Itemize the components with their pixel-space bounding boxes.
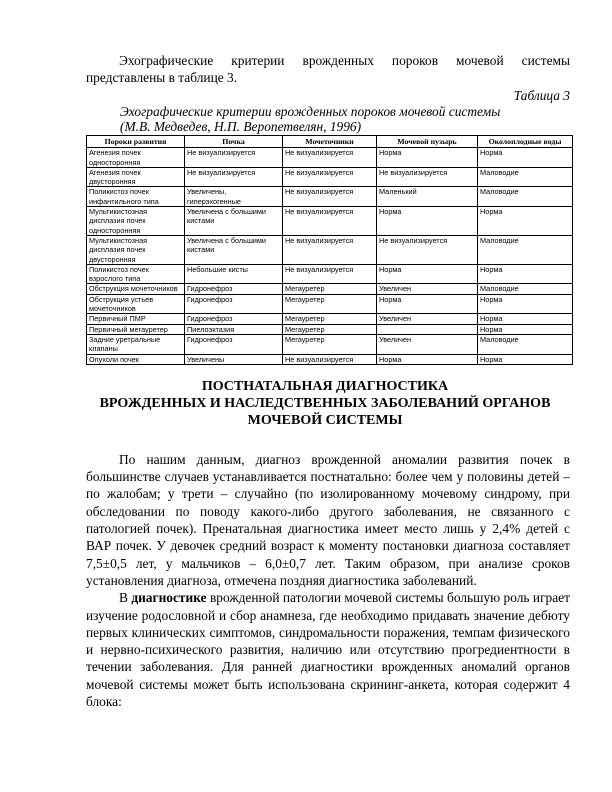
table-row	[87, 284, 573, 294]
table-cell: Мегауретер	[283, 314, 377, 324]
table-cell: Увеличен	[377, 334, 478, 354]
table-cell: Норма	[377, 207, 478, 236]
table-cell: Первичный мегауретер	[87, 324, 185, 334]
table-cell: Норма	[377, 294, 478, 314]
table-cell: Не визуализируется	[283, 167, 377, 187]
table-cell: Не визуализируется	[377, 167, 478, 187]
table-cell: Мегауретер	[283, 294, 377, 314]
table-cell: Опухоли почек	[87, 354, 185, 364]
table-cell	[377, 324, 478, 334]
table-cell: Норма	[377, 264, 478, 284]
table-cell: Норма	[478, 324, 573, 334]
header-kidney: Почка	[185, 136, 283, 148]
table-cell: Поликистоз почек взрослого типа	[87, 264, 185, 284]
table-cell: Поликистоз почек инфантильного типа	[87, 187, 185, 207]
table-row	[87, 294, 573, 314]
header-amniotic-fluid: Околоплодные воды	[478, 136, 573, 148]
header-malformation: Пороки развития	[87, 136, 185, 148]
table-cell: Маловодие	[478, 187, 573, 207]
table-cell: Не визуализируется	[283, 148, 377, 168]
paragraph-1: По нашим данным, диагноз врожденной аномалии развития почек в большинстве случаев устанавливается постнатально: более чем у половины детей – по жалобам; у трети – случайно (по изолированному мочевому синдрому, при обследовании по поводу какого-либо другого заболевания, не связанного с патологией почек). Пренатальная диагностика имеет место лишь у 2,4% детей с ВАР почек. У девочек средний возраст к моменту постановки диагноза составляет 7,5±0,5 лет, у мальчиков – 6,0±0,7 лет. Таким образом, при анализе сроков установления диагноза, отмечена поздняя диагностика заболеваний.	[86, 451, 570, 588]
table-cell: Не визуализируется	[283, 187, 377, 207]
table-cell: Гидронефроз	[185, 284, 283, 294]
table-cell: Не визуализируется	[283, 264, 377, 284]
table-cell: Не визуализируется	[283, 354, 377, 364]
table-cell: Маловодие	[478, 235, 573, 264]
paragraph-2-bold: диагностике	[131, 590, 207, 606]
table-cell: Увеличен	[377, 314, 478, 324]
table-cell: Маловодие	[478, 284, 573, 294]
table-cell: Обструкция мочеточников	[87, 284, 185, 294]
table-cell: Маловодие	[478, 334, 573, 354]
header-bladder: Мочевой пузырь	[377, 136, 478, 148]
table-cell: Увеличена с большими кистами	[185, 207, 283, 236]
table-row	[87, 167, 573, 187]
table-cell: Мегауретер	[283, 284, 377, 294]
table-label: Таблица 3	[513, 88, 570, 103]
table-cell: Норма	[478, 354, 573, 364]
table-header-row	[87, 136, 573, 148]
table-row	[87, 207, 573, 236]
table-cell: Не визуализируется	[377, 235, 478, 264]
table-cell: Мультикистозная дисплазия почек односторонняя	[87, 207, 185, 236]
table-cell: Мультикистозная дисплазия почек двусторонняя	[87, 235, 185, 264]
table-caption	[120, 104, 570, 134]
table-cell: Норма	[377, 354, 478, 364]
table-row	[87, 148, 573, 168]
table-cell: Норма	[377, 148, 478, 168]
table-row	[87, 354, 573, 364]
table-cell: Мегауретер	[283, 334, 377, 354]
table-caption-line2: (М.В. Медведев, Н.П. Веропетвелян, 1996)	[120, 119, 362, 134]
table-cell: Не визуализируется	[185, 167, 283, 187]
table-cell: Агенезия почек односторонняя	[87, 148, 185, 168]
paragraph-2	[86, 589, 570, 710]
table-row	[87, 324, 573, 334]
table-row	[87, 264, 573, 284]
document-page	[86, 52, 570, 710]
table-cell: Норма	[478, 314, 573, 324]
section-heading-line3: МОЧЕВОЙ СИСТЕМЫ	[247, 412, 403, 428]
table-cell: Маленький	[377, 187, 478, 207]
table-row	[87, 314, 573, 324]
table-cell: Норма	[478, 148, 573, 168]
table-cell: Агенезия почек двусторонняя	[87, 167, 185, 187]
table-row	[87, 334, 573, 354]
table-cell: Увеличена с большими кистами	[185, 235, 283, 264]
table-cell: Мегауретер	[283, 324, 377, 334]
criteria-table	[86, 135, 573, 365]
body-text	[86, 451, 570, 710]
table-cell: Норма	[478, 294, 573, 314]
table-cell: Небольшие кисты	[185, 264, 283, 284]
table-cell: Не визуализируется	[185, 148, 283, 168]
paragraph-2-rest: врожденной патологии мочевой системы большую роль играет изучение родословной и сбор анамнеза, где необходимо придавать значение дебюту первых клинических симптомов, синдромальности поражения, темпам физического и нервно-психического развития, наличию или отсутствию прогредиентности в течении заболевания. Для ранней диагностики врожденных аномалий органов мочевой системы может быть использована скрининг-анкета, которая содержит 4 блока:	[86, 590, 570, 709]
table-cell: Не визуализируется	[283, 207, 377, 236]
table-row	[87, 187, 573, 207]
table-cell: Увеличен	[377, 284, 478, 294]
table-cell: Обструкция устьев мочеточников	[87, 294, 185, 314]
section-heading-line2: ВРОЖДЕННЫХ И НАСЛЕДСТВЕННЫХ ЗАБОЛЕВАНИЙ ОРГАНОВ	[99, 395, 551, 411]
table-cell: Увеличены, гиперэхогенные	[185, 187, 283, 207]
table-cell: Маловодие	[478, 167, 573, 187]
table-cell: Пиелоэктазия	[185, 324, 283, 334]
table-cell: Гидронефроз	[185, 314, 283, 324]
table-cell: Гидронефроз	[185, 294, 283, 314]
table-cell: Норма	[478, 207, 573, 236]
table-caption-line1: Эхографические критерии врожденных пороков мочевой системы	[120, 104, 501, 119]
paragraph-2-prefix: В	[119, 590, 128, 606]
section-heading	[80, 378, 570, 429]
table-cell: Увеличены	[185, 354, 283, 364]
intro-paragraph: Эхографические критерии врожденных пороков мочевой системы представлены в таблице 3.	[86, 53, 570, 85]
table-cell: Первичный ПМР	[87, 314, 185, 324]
header-ureters: Мочеточники	[283, 136, 377, 148]
section-heading-line1: ПОСТНАТАЛЬНАЯ ДИАГНОСТИКА	[201, 378, 449, 394]
table-cell: Задние уретральные клапаны	[87, 334, 185, 354]
table-cell: Норма	[478, 264, 573, 284]
table-row	[87, 235, 573, 264]
table-cell: Не визуализируется	[283, 235, 377, 264]
table-cell: Гидронефроз	[185, 334, 283, 354]
